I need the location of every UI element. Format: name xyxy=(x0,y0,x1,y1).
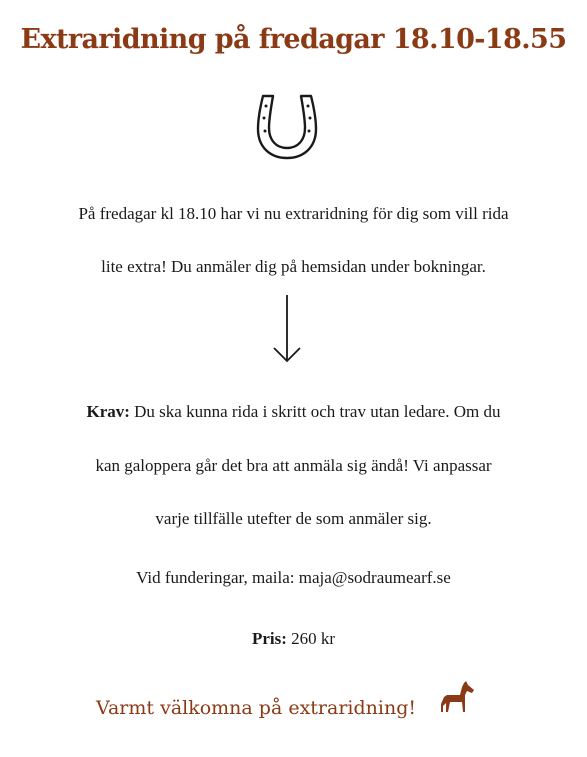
arrow-down-icon xyxy=(272,293,302,365)
requirements-line-1 xyxy=(0,402,587,422)
price-label: Pris: xyxy=(251,629,287,648)
price-value: 260 kr xyxy=(286,629,336,648)
intro-line-2: lite extra! Du anmäler dig på hemsidan under bokningar. xyxy=(101,257,486,276)
horse-icon xyxy=(436,678,476,718)
price-line xyxy=(0,629,587,649)
welcome-text: Varmt välkomna på extraridning! xyxy=(96,697,416,719)
page-title: Extraridning på fredagar 18.10-18.55 xyxy=(20,24,567,55)
welcome-row xyxy=(0,676,587,726)
requirements-line-3: varje tillfälle utefter de som anmäler sig. xyxy=(155,509,432,528)
requirements-text-1: Du ska kunna rida i skritt och trav utan ledare. Om du xyxy=(129,402,501,421)
contact-line: Vid funderingar, maila: maja@sodraumearf.se xyxy=(136,568,451,587)
horseshoe-icon xyxy=(254,92,320,160)
intro-line-1: På fredagar kl 18.10 har vi nu extraridning för dig som vill rida xyxy=(78,204,509,223)
requirements-line-2: kan galoppera går det bra att anmäla sig ändå! Vi anpassar xyxy=(95,456,492,475)
requirements-label: Krav: xyxy=(86,402,130,421)
